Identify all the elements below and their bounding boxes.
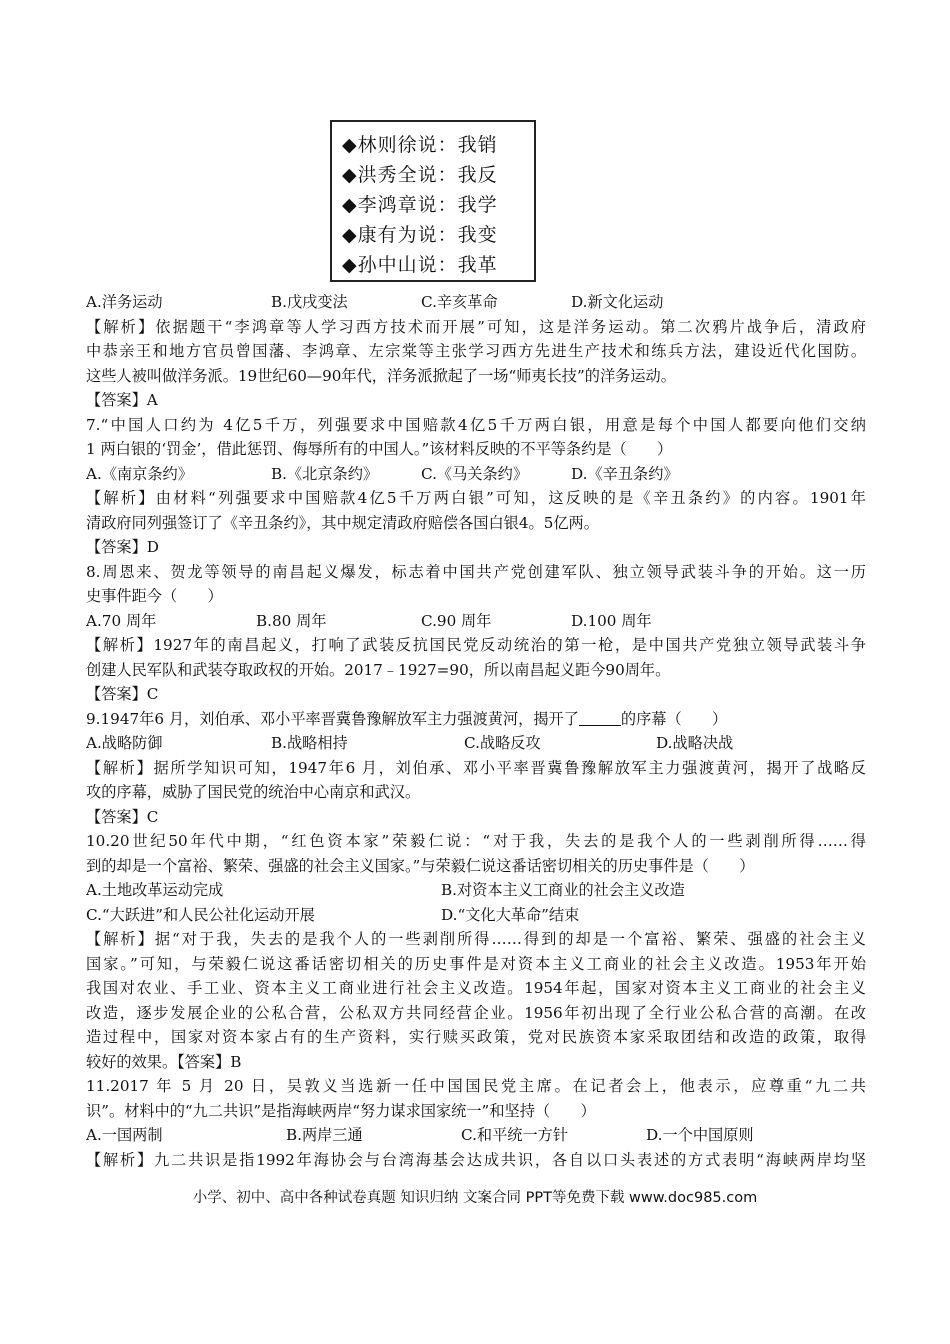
q9-options	[86, 731, 866, 756]
option-d: D.《辛丑条约》	[571, 464, 679, 483]
option-b: B.戊戌变法	[271, 293, 348, 311]
option-d: D.一个中国原则	[646, 1126, 754, 1144]
stem-text: 9.1947年6 月，刘伯承、邓小平率晋冀鲁豫解放军主力强渡黄河，揭开了	[86, 709, 579, 728]
answer-line: 【答案】A	[86, 391, 158, 409]
option-c: C.战略反攻	[464, 734, 541, 752]
footer-text: 小学、初中、高中各种试卷真题 知识归纳 文案合同 PPT等免费下载 www.doc985.com	[192, 1190, 758, 1206]
option-c: C.和平统一方针	[461, 1126, 569, 1144]
question-stem: 8.周恩来、贺龙等领导的南昌起义爆发，标志着中国共产党创建军队、独立领导武装斗争的开始。这一历	[86, 562, 866, 581]
question-stem	[86, 707, 866, 732]
fill-blank	[579, 709, 621, 726]
analysis-line: 【解析】据“对于我，失去的是我个人的一些剥削所得……得到的却是一个富裕、繁荣、强盛的社会主义	[86, 930, 866, 948]
analysis-line: 这些人被叫做洋务派。19世纪60—90年代，洋务派掀起了一场“师夷长技”的洋务运动。	[86, 366, 676, 385]
question-stem: 识”。材料中的“九二共识”是指海峡两岸“努力谋求国家统一”和坚持（ ）	[86, 1101, 596, 1120]
analysis-line: 国家。”可知，与荣毅仁说这番话密切相关的历史事件是对资本主义工商业的社会主义改造。1953年开始	[86, 954, 866, 973]
analysis-line: 较好的效果。【答案】B	[86, 1052, 242, 1071]
analysis-line: 造过程中，国家对资本家占有的生产资料，实行赎买政策，党对民族资本家采取团结和改造的政策，取得	[86, 1028, 866, 1046]
quote-line: ◆李鸿章说：我学	[342, 194, 498, 216]
analysis-line: 【解析】九二共识是指1992年海协会与台湾海基会达成共识，各自以口头表述的方式表明“海峡两岸均坚	[86, 1150, 866, 1169]
question-stem: 1 两白银的‘罚金’，借此惩罚、侮辱所有的中国人。”该材料反映的不平等条约是（ ）	[86, 440, 673, 458]
option-b: B.《北京条约》	[271, 464, 379, 483]
option-a: A.战略防御	[86, 734, 163, 752]
option-b: B.80 周年	[256, 611, 327, 630]
question-stem: 史事件距今（ ）	[86, 587, 223, 605]
quote-line: ◆孙中山说：我革	[342, 254, 498, 276]
q6-options	[86, 290, 866, 315]
quote-box-figure	[330, 120, 536, 282]
option-b: B.战略相持	[271, 734, 348, 752]
option-b: B.对资本主义工商业的社会主义改造	[441, 881, 685, 899]
stem-text: 的序幕（ ）	[620, 709, 728, 728]
answer-line: 【答案】D	[86, 538, 159, 556]
answer-line: 【答案】C	[86, 807, 159, 826]
analysis-line: 【解析】由材料“列强要求中国赔款4亿5千万两白银”可知，这反映的是《辛丑条约》的内容。1901年	[86, 489, 866, 507]
question-stem: 11.2017 年 5 月 20 日，吴敦义当选新一任中国国民党主席。在记者会上，他表示，应尊重“九二共	[86, 1077, 866, 1095]
option-c: C.辛亥革命	[421, 293, 498, 311]
q10-options-row2	[86, 903, 866, 928]
question-stem: 7.“中国人口约为 4亿5千万，列强要求中国赔款4亿5千万两白银，用意是每个中国人都要向他们交纳	[86, 415, 866, 434]
quote-line: ◆林则徐说：我销	[342, 134, 498, 156]
analysis-line: 攻的序幕，威胁了国民党的统治中心南京和武汉。	[86, 783, 421, 801]
analysis-line: 我国对农业、手工业、资本主义工商业进行社会主义改造。1954年起，国家对资本主义工商业的社会主义	[86, 979, 866, 997]
analysis-line: 【解析】据所学知识可知，1947年6 月，刘伯承、邓小平率晋冀鲁豫解放军主力强渡黄河，揭开了战略反	[86, 758, 866, 777]
analysis-line: 清政府同列强签订了《辛丑条约》，其中规定清政府赔偿各国白银4。5亿两。	[86, 513, 599, 532]
option-d: D.战略决战	[656, 734, 734, 752]
option-a: A.70 周年	[86, 611, 157, 630]
q10-options-row1	[86, 878, 866, 903]
exam-content	[86, 290, 866, 1172]
analysis-line: 改造，逐步发展企业的公私合营，公私双方共同经营企业。1956年初出现了全行业公私合营的高潮。在改	[86, 1003, 866, 1022]
option-a: A.一国两制	[86, 1126, 163, 1144]
option-d: D.“文化大革命”结束	[441, 905, 580, 924]
option-a: A.《南京条约》	[86, 464, 193, 483]
option-c: C.《马关条约》	[421, 464, 529, 483]
analysis-line: 创建人民军队和武装夺取政权的开始。2017﹣1927=90，所以南昌起义距今90周年。	[86, 660, 671, 679]
question-stem: 到的却是一个富裕、繁荣、强盛的社会主义国家。”与荣毅仁说这番话密切相关的历史事件是（ ）	[86, 856, 755, 875]
answer-line: 【答案】C	[86, 685, 159, 703]
option-a: A.洋务运动	[86, 293, 163, 311]
analysis-line: 中恭亲王和地方官员曾国藩、李鸿章、左宗棠等主张学习西方先进生产技术和练兵方法，建设近代化国防。	[86, 342, 866, 360]
option-a: A.土地改革运动完成	[86, 881, 224, 899]
q8-options	[86, 609, 866, 634]
option-c: C.90 周年	[421, 611, 492, 630]
quote-line: ◆康有为说：我变	[342, 224, 498, 246]
q7-options	[86, 462, 866, 487]
option-d: D.新文化运动	[571, 293, 664, 311]
q11-options	[86, 1123, 866, 1148]
option-d: D.100 周年	[571, 611, 652, 630]
option-c: C.“大跃进”和人民公社化运动开展	[86, 905, 315, 924]
analysis-line: 【解析】依据题干“李鸿章等人学习西方技术而开展”可知，这是洋务运动。第二次鸦片战争后，清政府	[86, 317, 866, 336]
quote-line: ◆洪秀全说：我反	[342, 164, 498, 186]
analysis-line: 【解析】1927年的南昌起义，打响了武装反抗国民党反动统治的第一枪，是中国共产党独立领导武装斗争	[86, 636, 866, 654]
question-stem: 10.20世纪50年代中期，“红色资本家”荣毅仁说：“对于我，失去的是我个人的一些剥削所得……得	[86, 832, 866, 850]
option-b: B.两岸三通	[286, 1126, 363, 1144]
